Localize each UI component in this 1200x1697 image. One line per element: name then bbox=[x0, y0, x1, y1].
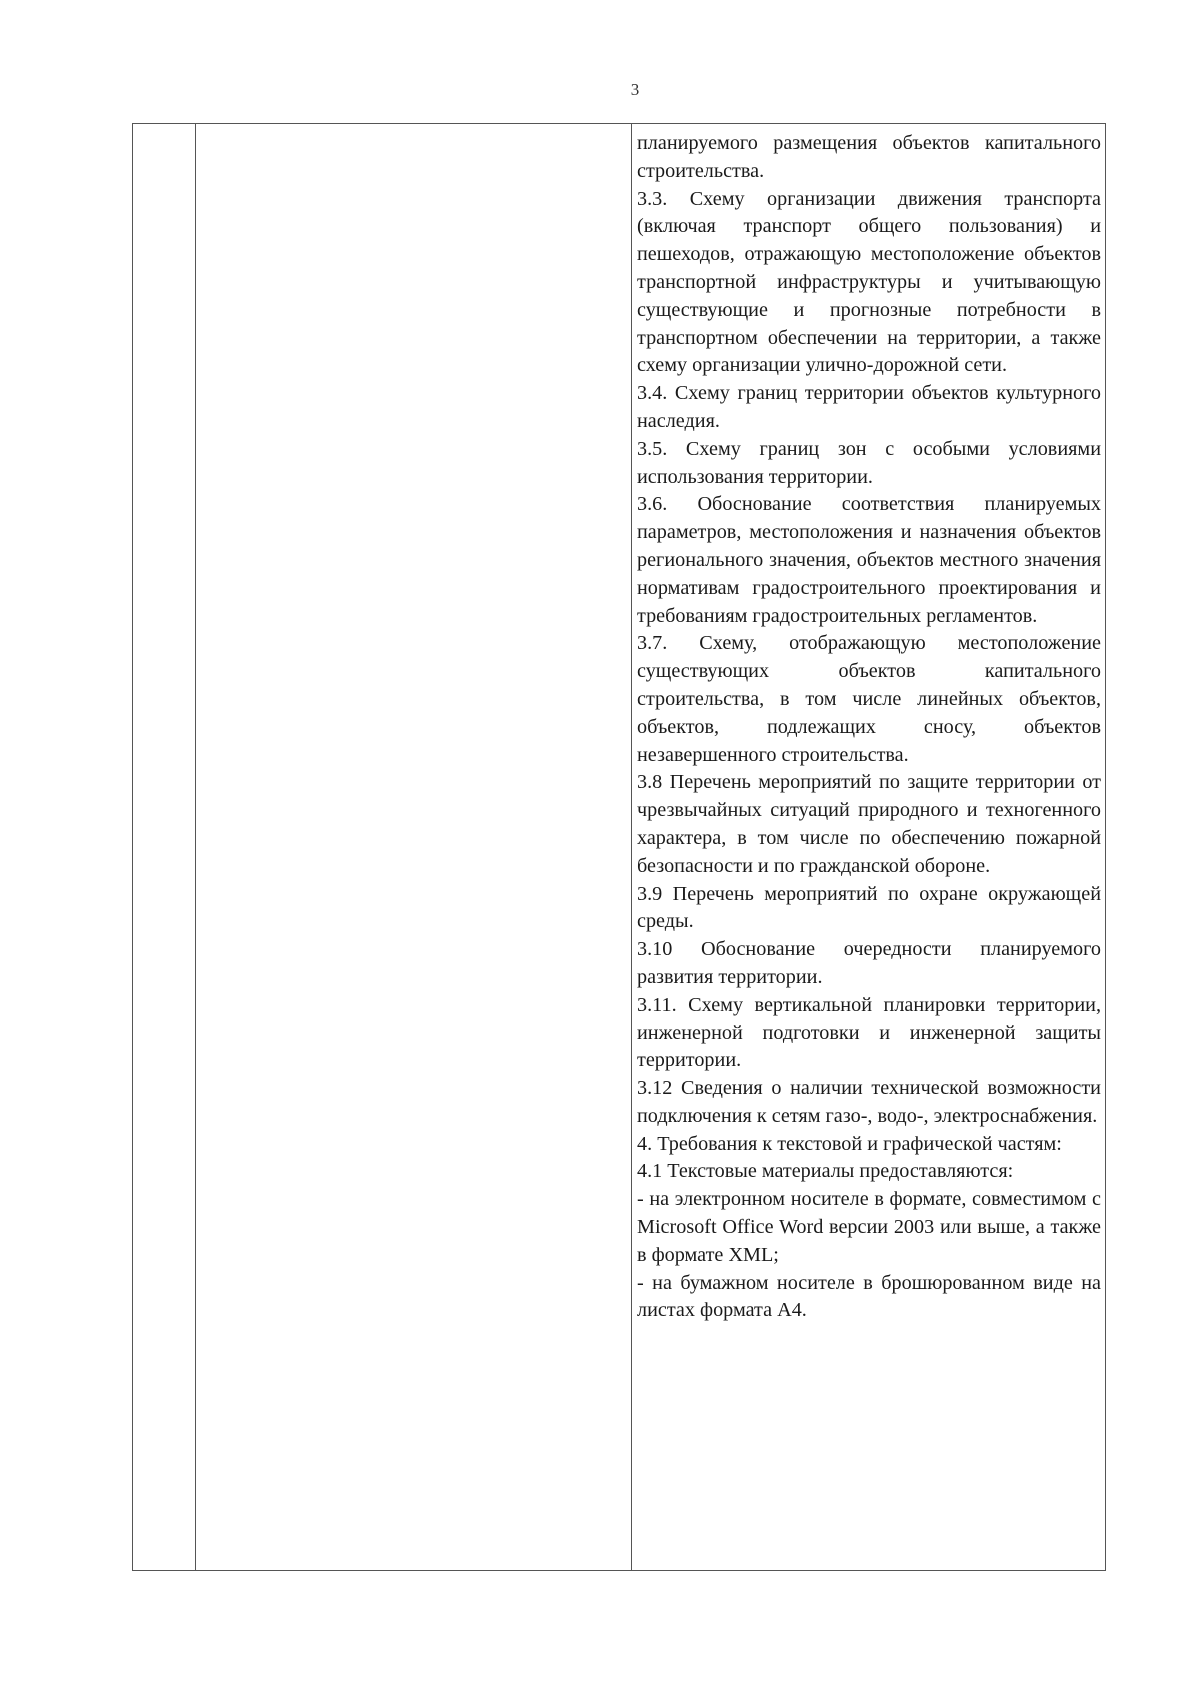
paragraph-3-4: 3.4. Схему границ территории объектов культурного наследия. bbox=[637, 382, 1101, 432]
column-divider-2 bbox=[631, 124, 632, 1570]
column-divider-1 bbox=[195, 124, 196, 1570]
paragraph-4: 4. Требования к текстовой и графической частям: bbox=[637, 1132, 1062, 1155]
page-number: 3 bbox=[630, 80, 640, 99]
paragraph-4-1: 4.1 Текстовые материалы предоставляются: bbox=[637, 1160, 1014, 1183]
paragraph-continuation: планируемого размещения объектов капитального строительства. bbox=[637, 132, 1101, 182]
paragraph-3-7: 3.7. Схему, отображающую местоположение существующих объектов капитального строительства, в том числе линейных объектов, объектов, подлежащих сносу, объектов незавершенного строительства. bbox=[637, 632, 1101, 766]
list-item-electronic: - на электронном носителе в формате, совместимом с Microsoft Office Word версии 2003 или выше, а также в формате XML; bbox=[637, 1188, 1101, 1266]
table-cell-requirements bbox=[637, 130, 1101, 1325]
paragraph-3-11: 3.11. Схему вертикальной планировки территории, инженерной подготовки и инженерной защиты территории. bbox=[637, 993, 1101, 1072]
paragraph-3-8: 3.8 Перечень мероприятий по защите территории от чрезвычайных ситуаций природного и техногенного характера, в том числе по обеспечению пожарной безопасности и по гражданской обороне. bbox=[637, 771, 1101, 877]
paragraph-3-12: 3.12 Сведения о наличии технической возможности подключения к сетям газо-, водо-, электроснабжения. bbox=[637, 1077, 1101, 1127]
paragraph-3-6: 3.6. Обоснование соответствия планируемых параметров, местоположения и назначения объектов регионального значения, объектов местного значения нормативам градостроительного проектирования и требованиям градостроительных регламентов. bbox=[637, 493, 1101, 627]
paragraph-3-5: 3.5. Схему границ зон с особыми условиями использования территории. bbox=[637, 437, 1101, 488]
list-item-paper: - на бумажном носителе в брошюрованном виде на листах формата А4. bbox=[637, 1271, 1101, 1322]
requirements-table bbox=[132, 123, 1106, 1571]
paragraph-3-3: 3.3. Схему организации движения транспорта (включая транспорт общего пользования) и пешеходов, отражающую местоположение объектов транспортной инфраструктуры и учитывающую существующие и прогнозные потребности в транспортном обеспечении на территории, а также схему организации улично-дорожной сети. bbox=[637, 187, 1101, 377]
paragraph-3-10: 3.10 Обоснование очередности планируемого развития территории. bbox=[637, 938, 1101, 988]
paragraph-3-9: 3.9 Перечень мероприятий по охране окружающей среды. bbox=[637, 882, 1101, 933]
